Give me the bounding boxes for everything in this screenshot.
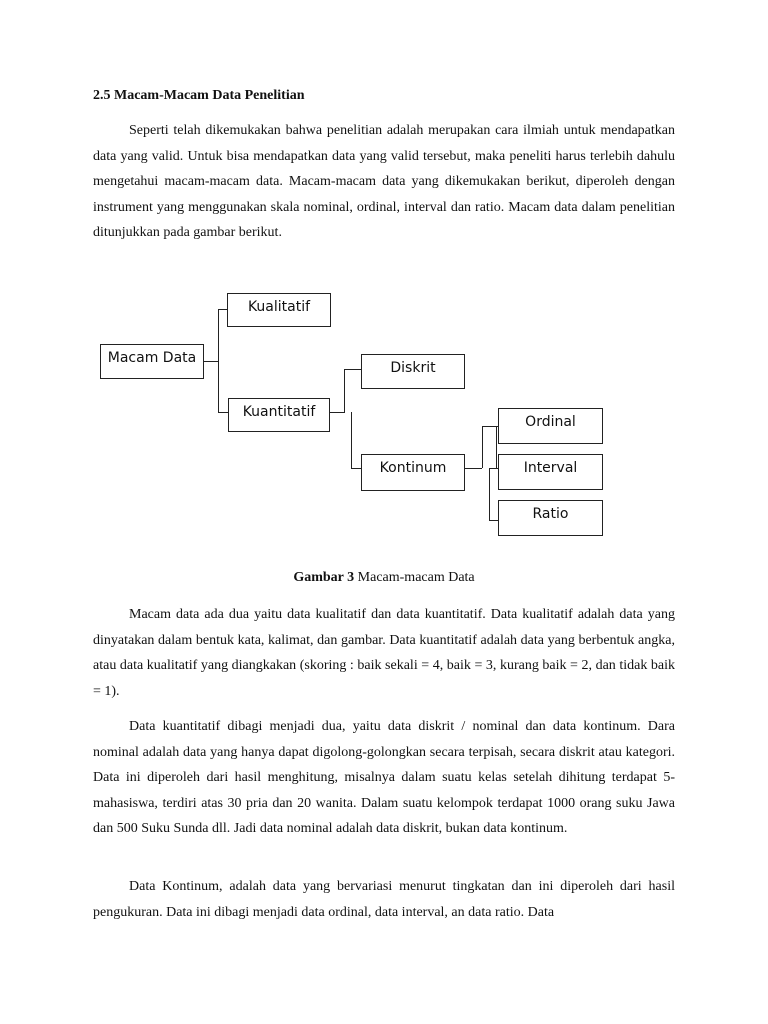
paragraph-diskrit: Data kuantitatif dibagi menjadi dua, yaitu data diskrit / nominal dan data kontinum. Dara nominal adalah data yang hanya dapat digolong-golongkan secara terpisah, secara diskrit atau kategori. Data ini diperoleh dari hasil menghitung, misalnya dalam suatu kelas setelah dihitung terdapat 5- mahasiswa, terdiri atas 30 pria dan 20 wanita. Dalam suatu kelompok terdapat 1000 orang suku Jawa dan 500 Suku Sunda dll. Jadi data nominal adalah data diskrit, bukan data kontinum. <box>93 719 675 837</box>
connector-line <box>351 468 361 469</box>
node-ratio: Ratio <box>498 500 603 536</box>
connector-line <box>344 369 361 370</box>
connector-line <box>496 426 497 468</box>
connector-line <box>489 520 498 521</box>
node-kuantitatif: Kuantitatif <box>228 398 330 432</box>
connector-line <box>218 412 228 413</box>
caption-label: Gambar 3 <box>293 570 355 585</box>
paragraph-intro: Seperti telah dikemukakan bahwa penelitian adalah merupakan cara ilmiah untuk mendapatkan data yang valid. Untuk bisa mendapatkan data yang valid tersebut, maka peneliti harus terlebih dahulu mengetahui macam-macam data. Macam-macam data yang dikemukakan berikut, diperoleh dengan instrument yang menggunakan skala nominal, ordinal, interval dan ratio. Macam data dalam penelitian ditunjukkan pada gambar berikut. <box>93 123 675 241</box>
connector-line <box>465 468 482 469</box>
paragraph-kontinum: Data Kontinum, adalah data yang bervariasi menurut tingkatan dan ini diperoleh dari hasil pengukuran. Data ini dibagi menjadi data ordinal, data interval, an data ratio. Data <box>93 879 675 920</box>
connector-line <box>218 309 219 412</box>
node-kontinum: Kontinum <box>361 454 465 491</box>
connector-line <box>330 412 344 413</box>
connector-line <box>351 412 352 468</box>
connector-line <box>218 309 227 310</box>
node-ordinal: Ordinal <box>498 408 603 444</box>
figure-caption <box>0 570 768 586</box>
connector-line <box>482 426 483 468</box>
node-macam-data: Macam Data <box>100 344 204 379</box>
node-diskrit: Diskrit <box>361 354 465 389</box>
connector-line <box>344 369 345 413</box>
data-types-diagram <box>0 280 768 550</box>
connector-line <box>489 468 490 520</box>
node-kualitatif: Kualitatif <box>227 293 331 327</box>
connector-line <box>204 361 218 362</box>
caption-text: Macam-macam Data <box>357 570 475 585</box>
node-interval: Interval <box>498 454 603 490</box>
connector-line <box>489 468 498 469</box>
paragraph-kualitatif-kuantitatif: Macam data ada dua yaitu data kualitatif dan data kuantitatif. Data kualitatif adalah data yang dinyatakan dalam bentuk kata, kalimat, dan gambar. Data kuantitatif adalah data yang berbentuk angka, atau data kualitatif yang diangkakan (skoring : baik sekali = 4, baik = 3, kurang baik = 2, dan tidak baik = 1). <box>93 607 675 699</box>
section-heading: 2.5 Macam-Macam Data Penelitian <box>93 88 305 103</box>
